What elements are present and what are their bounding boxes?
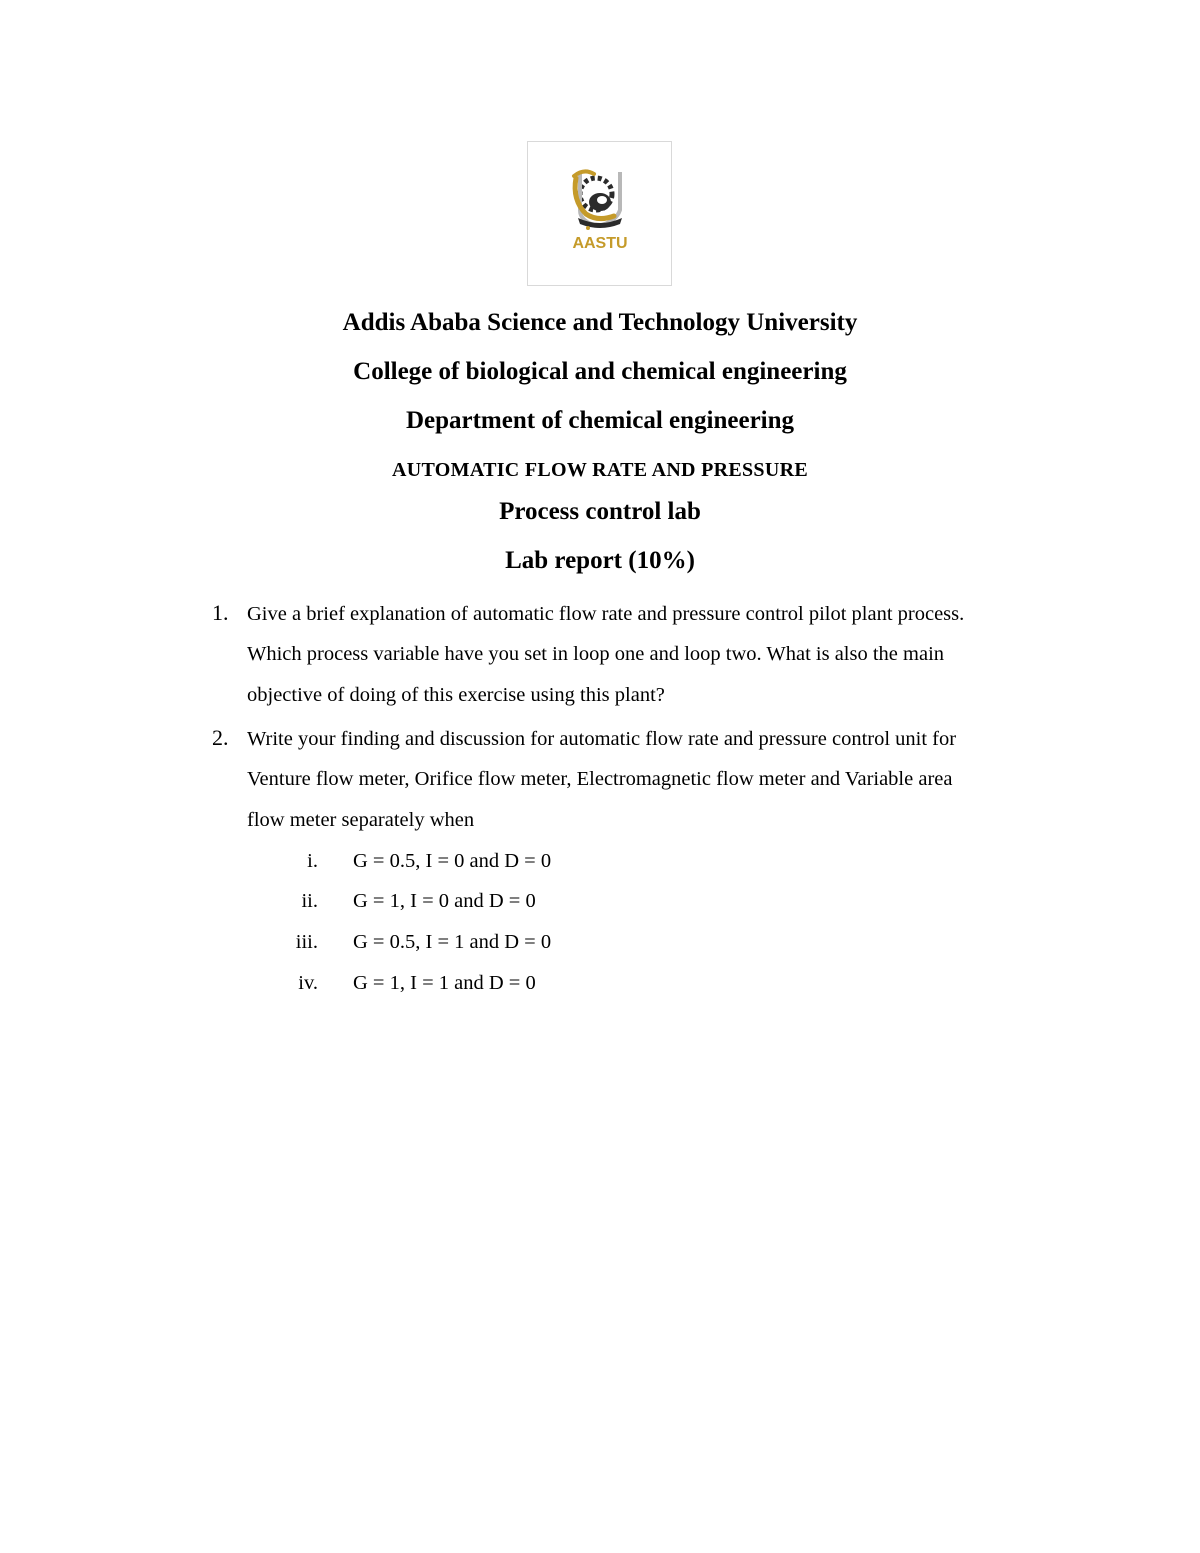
question-text-line: Venture flow meter, Orifice flow meter, Electromagnetic flow meter and Variable area: [247, 768, 953, 790]
sub-item-text: G = 0.5, I = 1 and D = 0: [353, 931, 552, 953]
department-name: Department of chemical engineering: [405, 407, 795, 434]
logo-wordmark: AASTU: [572, 235, 628, 252]
question-text-line: objective of doing of this exercise using this plant?: [247, 684, 665, 706]
report-title: Lab report (10%): [505, 547, 695, 574]
question-text-line: flow meter separately when: [247, 809, 475, 831]
sub-item-text: G = 1, I = 1 and D = 0: [353, 972, 536, 994]
sub-item-text: G = 0.5, I = 0 and D = 0: [353, 850, 552, 872]
university-logo: [527, 141, 672, 286]
sub-item-number: iv.: [298, 972, 318, 994]
sub-item-number: i.: [307, 850, 318, 872]
aastu-emblem-icon: [528, 142, 673, 287]
question-number: 2.: [212, 725, 229, 750]
experiment-title: AUTOMATIC FLOW RATE AND PRESSURE: [392, 459, 808, 481]
course-title: Process control lab: [499, 498, 701, 525]
question-text-line: Which process variable have you set in loop one and loop two. What is also the main: [247, 643, 945, 665]
sub-item-text: G = 1, I = 0 and D = 0: [353, 890, 536, 912]
sub-item-number: ii.: [301, 890, 318, 912]
sub-item-number: iii.: [295, 931, 318, 953]
question-text-line: Write your finding and discussion for automatic flow rate and pressure control unit for: [247, 728, 957, 750]
question-text-line: Give a brief explanation of automatic flow rate and pressure control pilot plant process.: [247, 603, 965, 625]
university-name: Addis Ababa Science and Technology University: [342, 309, 858, 336]
college-name: College of biological and chemical engineering: [353, 358, 847, 385]
question-number: 1.: [212, 600, 229, 625]
